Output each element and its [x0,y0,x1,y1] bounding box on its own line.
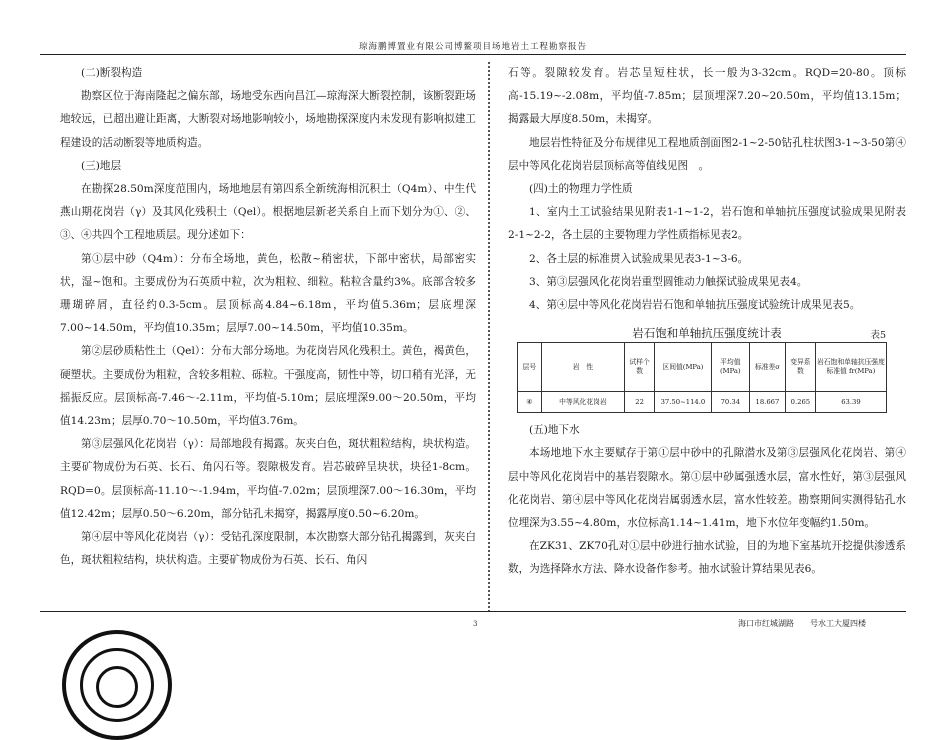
rock-strength-table [517,342,887,413]
section-heading-groundwater: (五)地下水 [529,424,580,437]
table-cell: 37.50~114.0 [655,392,712,413]
table-header-cell: 平均值(MPa) [711,343,749,392]
section-heading-soil-properties: (四)土的物理力学性质 [529,183,633,196]
table-row [518,392,887,413]
table-cell: 70.34 [711,392,749,413]
paragraph-strata-intro: 在勘探28.50m深度范围内，场地地层有第四系全新统海相沉积土（Q4m）、中生代燕山期花岗岩（γ）及其风化残积土（Qel）。根据地层新老关系自上而下划分为①、②、③、④共四个工程地质层。现分述如下： [60,183,476,242]
stamp-mark [62,630,172,740]
header-rule [40,54,906,55]
table-header-cell: 区间值(MPa) [655,343,712,392]
table-header-cell: 层号 [518,343,542,392]
footer-rule [40,611,906,612]
paragraph-fault: 勘察区位于海南隆起之偏东部，场地受东西向昌江—琼海深大断裂控制，该断裂距场地较远，已超出避让距离，大断裂对场地影响较小，场地勘探深度内未发现有影响拟建工程建设的活动断裂等地质构造。 [60,90,476,149]
paragraph-item-1: 1、室内土工试验结果见附表1-1~1-2，岩石饱和单轴抗压强度试验成果见附表2-1~2-2，各土层的主要物理力学性质指标见表2。 [508,206,906,242]
table-cell: 63.39 [815,392,886,413]
table-header-cell: 岩 性 [541,343,624,392]
table-cell: 22 [625,392,655,413]
section-heading-strata: (三)地层 [81,159,122,172]
paragraph-layer-4: 第④层中等风化花岗岩（γ）：受钻孔深度限制，本次勘察大部分钻孔揭露到，灰夹白色，斑状粗粒结构，块状构造。主要矿物成份为石英、长石、角闪 [60,531,476,567]
paragraph-pumping-test: 在ZK31、ZK70孔对①层中砂进行抽水试验，目的为地下室基坑开挖提供渗透系数，为选择降水方法、降水设备作参考。抽水试验计算结果见表6。 [508,540,906,576]
table-number: 表5 [870,330,886,342]
paragraph-layer-3: 第③层强风化花岗岩（γ）：局部地段有揭露。灰夹白色，斑状粗粒结构，块状构造。主要矿物成份为石英、长石、角闪石等。裂隙极发育。岩芯破碎呈块状，块径1-8cm。RQD=0。层顶标高-11.10～-1.94m，平均值-7.02m；层顶埋深7.00～16.30m，平均值12.42m；层厚0.50～6.20m，部分钻孔未揭穿，揭露厚度0.50~6.20m。 [60,438,476,520]
table-cell: ④ [518,392,542,413]
table-title: 岩石饱和单轴抗压强度统计表 [632,326,782,341]
paragraph-item-2: 2、各土层的标准贯入试验成果见表3-1~3-6。 [529,252,749,265]
paragraph-groundwater: 本场地地下水主要赋存于第①层中砂中的孔隙潜水及第③层强风化花岗岩、第④层中等风化花岗岩中的基岩裂隙水。第①层中砂属强透水层，富水性好，第③层强风化花岗岩、第④层中等风化花岗岩属弱透水层，富水性较差。勘察期间实测得钻孔水位埋深为3.55~4.80m，水位标高1.14~1.41m，地下水位年变幅约1.50m。 [508,447,906,530]
stamp-center-ring [96,666,138,708]
table-header-cell: 试样个数 [625,343,655,392]
paragraph-item-4: 4、第④层中等风化花岗岩岩石饱和单轴抗压强度试验统计成果见表5。 [529,299,861,312]
right-column [508,62,906,582]
page-number: 3 [473,620,478,628]
footer-address: 海口市红城湖路 号水工大厦四楼 [738,619,866,628]
table-cell: 中等风化花岗岩 [541,392,624,413]
table-header-cell: 岩石饱和单轴抗压强度标准值 fr(MPa) [815,343,886,392]
page-header: 琼海鹏博置业有限公司博鳌项目场地岩土工程勘察报告 [358,42,587,52]
paragraph-layer-1: 第①层中砂（Q4m）：分布全场地，黄色，松散~稍密状，下部中密状，局部密实状，湿~饱和。主要成份为石英质中粒，次为粗粒、细粒。粘粒含量约3%。底部含较多珊瑚碎屑，直径约0.3-5cm。层顶标高4.84~6.18m，平均值5.36m；层底埋深7.00~14.50m，平均值10.35m；层厚7.00~14.50m，平均值10.35m。 [60,252,476,335]
table-caption [508,319,906,342]
paragraph-layer-2: 第②层砂质粘性土（Qel）：分布大部分场地。为花岗岩风化残积土。黄色，褐黄色，硬塑状。主要成份为粗粒，含较多粗粒、砾粒。干强度高，韧性中等，切口稍有光泽，无摇振反应。层顶标高-7.46～-2.11m，平均值-5.10m；层底埋深9.00～20.50m，平均值14.23m；层厚0.70～10.50m，平均值3.76m。 [60,345,476,428]
paragraph-item-3: 3、第③层强风化花岗岩重型圆锥动力触探试验成果见表4。 [529,275,808,288]
left-column [60,62,476,572]
column-divider [488,62,490,612]
paragraph-figures-ref: 地层岩性特征及分布规律见工程地质剖面图2-1~2-50钻孔柱状图3-1~3-50第④层中等风化花岗岩层顶标高等值线见图 。 [508,136,906,172]
paragraph-layer-4-cont: 石等。裂隙较发育。岩芯呈短柱状，长一般为3-32cm。RQD=20-80。顶标高-15.19~-2.08m，平均值-7.85m；层顶埋深7.20~20.50m，平均值13.15m；揭露最大厚度8.50m，未揭穿。 [508,67,906,126]
table-cell: 18.667 [749,392,785,413]
section-heading-fault: (二)断裂构造 [81,67,143,79]
table-header-cell: 标准差σ [749,343,785,392]
table-cell: 0.265 [785,392,815,413]
table-header-cell: 变异系数 [785,343,815,392]
table-header-row [518,343,887,392]
